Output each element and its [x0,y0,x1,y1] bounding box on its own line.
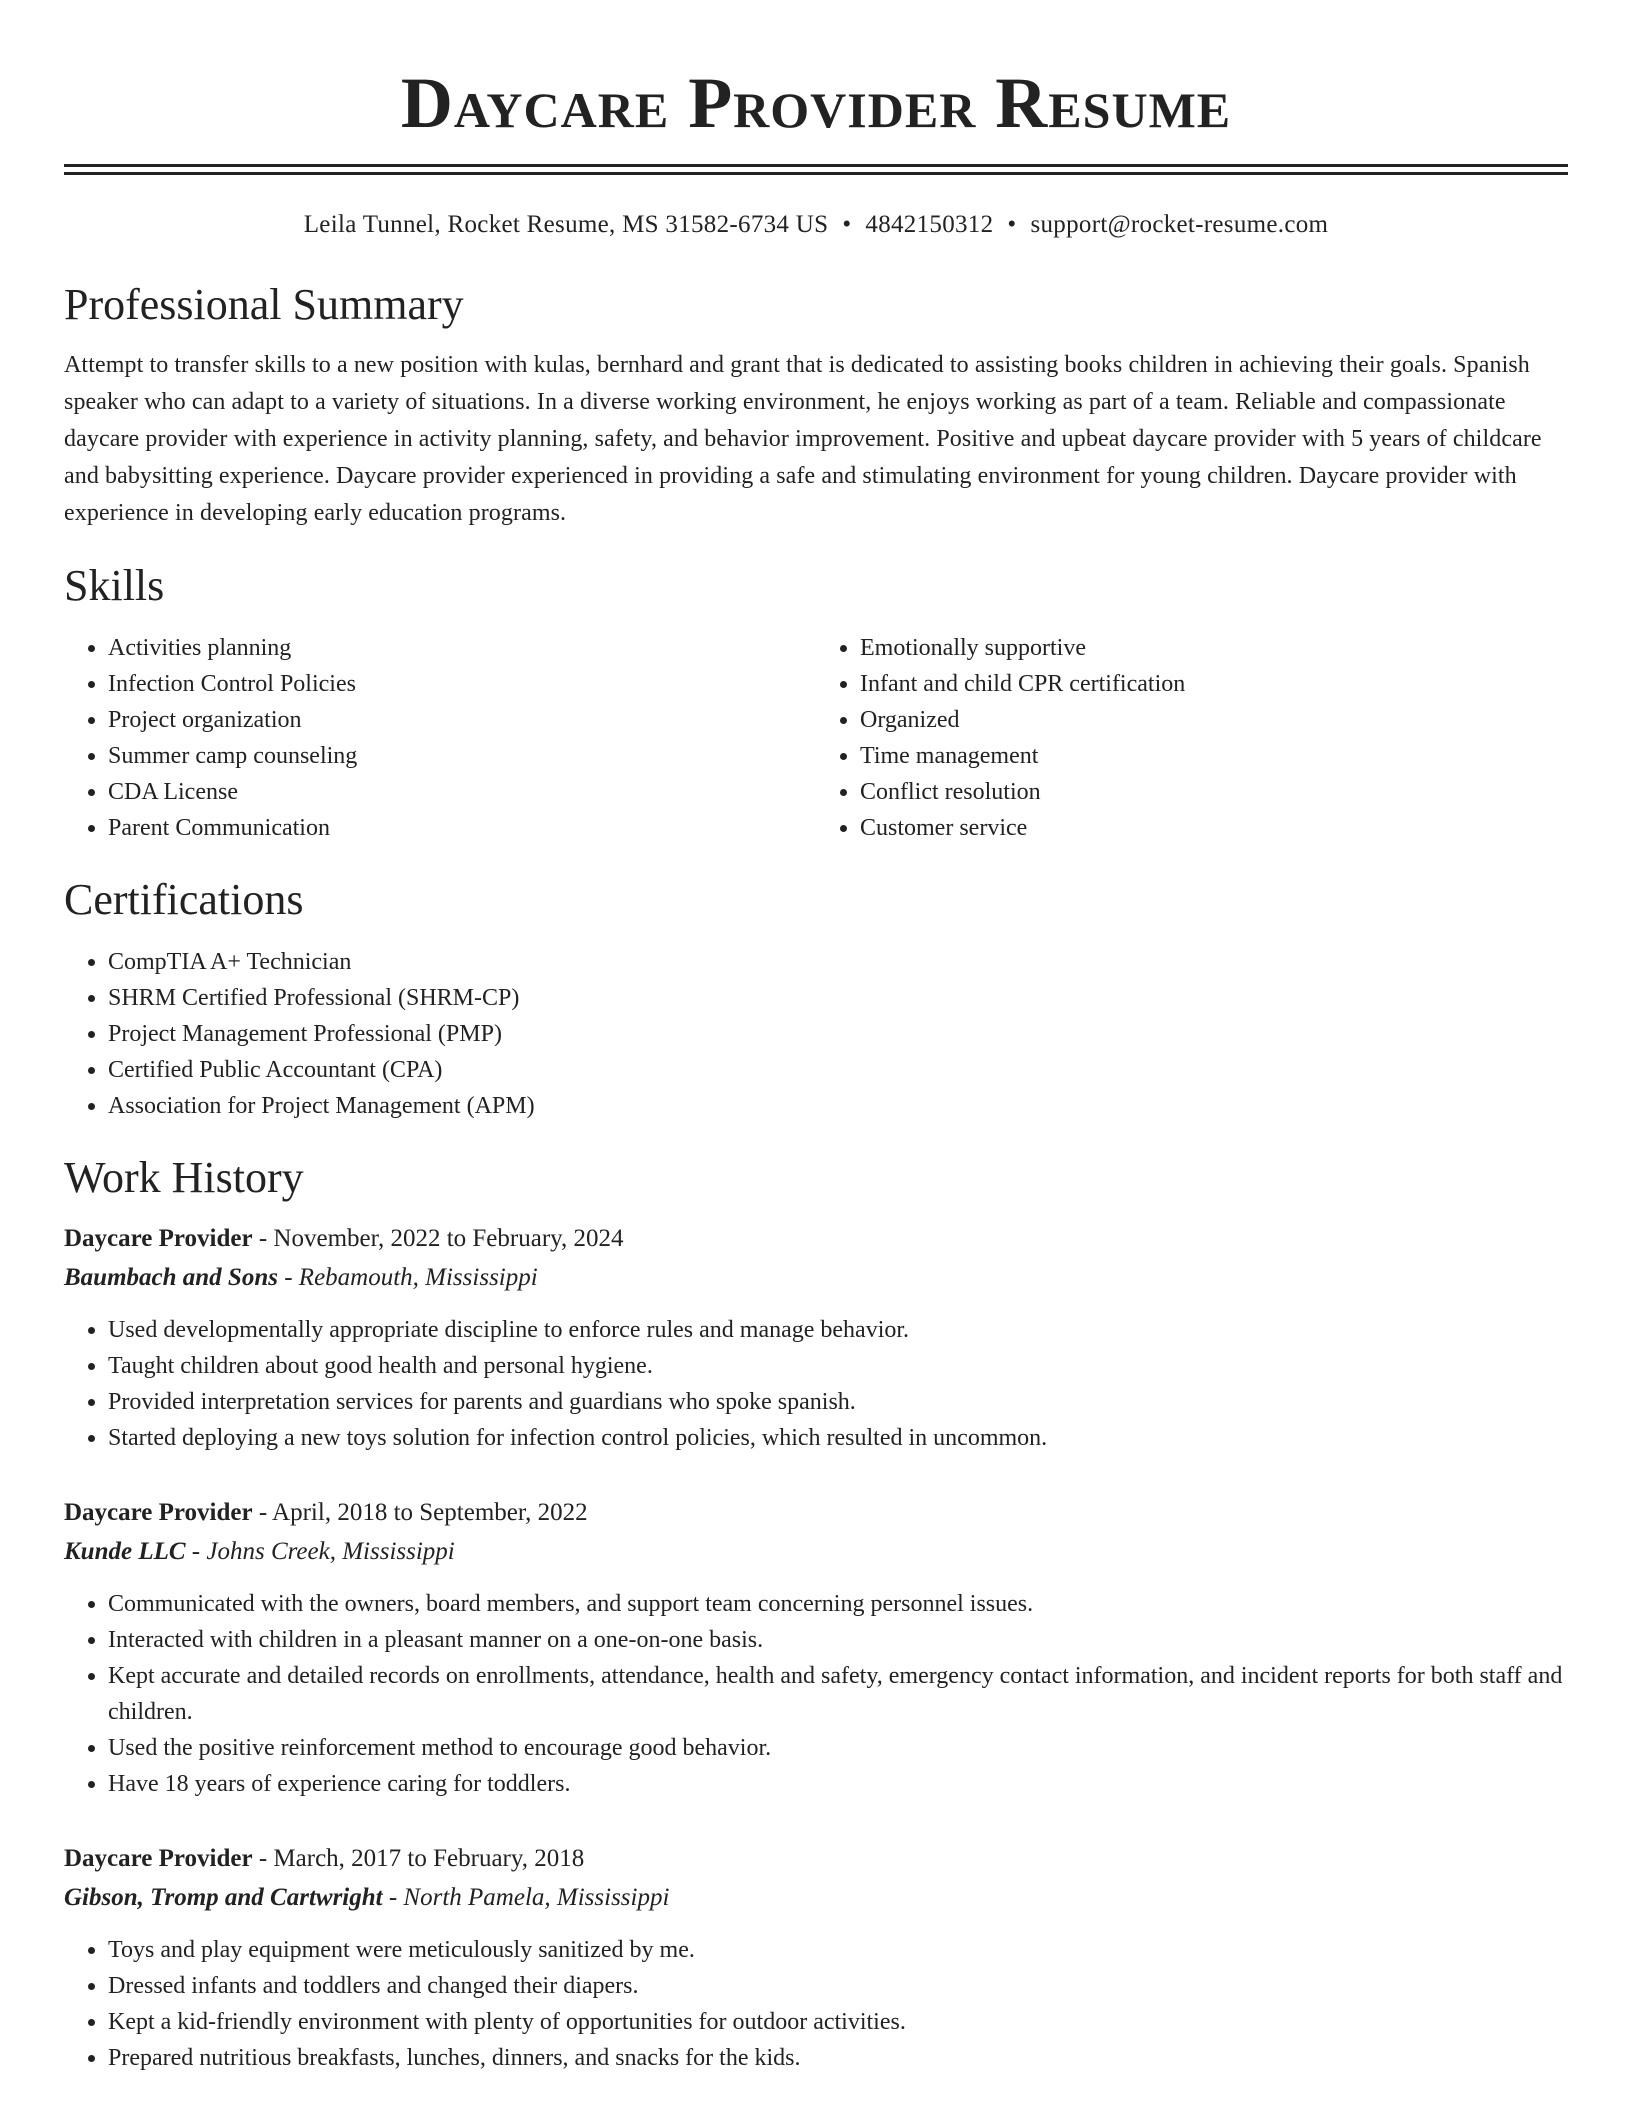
job-title: Daycare Provider [64,1845,253,1872]
job-header [64,1840,1568,1878]
job-header [64,1220,1568,1258]
section-heading-skills: Skills [64,561,165,610]
certifications-section [64,874,1568,1124]
job-duty-item: • Toys and play equipment were meticulously sanitized by me. [108,1932,1568,1968]
job-title: Daycare Provider [64,1499,253,1526]
skill-item: • Activities planning [108,630,816,666]
job-company: Baumbach and Sons [64,1264,278,1291]
job-location: - North Pamela, Mississippi [382,1884,670,1911]
skill-item: • Summer camp counseling [108,738,816,774]
job-location: - Johns Creek, Mississippi [185,1538,455,1565]
job-duty-item: • Interacted with children in a pleasant manner on a one-on-one basis. [108,1622,1568,1658]
job-duty-item: • Used the positive reinforcement method to encourage good behavior. [108,1730,1568,1766]
certification-item: • Project Management Professional (PMP) [108,1016,1568,1052]
job-duty-item: • Have 18 years of experience caring for toddlers. [108,1766,1568,1802]
job-duties-list [64,1932,1568,2076]
title-divider [64,164,1568,175]
certification-item: • Certified Public Accountant (CPA) [108,1052,1568,1088]
section-heading-summary: Professional Summary [64,280,464,329]
job-duty-item: • Dressed infants and toddlers and changed their diapers. [108,1968,1568,2004]
job-duty-item: • Taught children about good health and personal hygiene. [108,1348,1568,1384]
job-duty-item: • Communicated with the owners, board members, and support team concerning personnel issues. [108,1586,1568,1622]
skill-item: • Time management [860,738,1568,774]
skills-grid [64,630,1568,846]
skill-item: • Infection Control Policies [108,666,816,702]
job-duty-item: • Kept accurate and detailed records on enrollments, attendance, health and safety, emergency contact information, and incident reports for both staff and children. [108,1658,1568,1730]
job-duty-item: • Prepared nutritious breakfasts, lunches, dinners, and snacks for the kids. [108,2040,1568,2076]
job-duty-item: • Started deploying a new toys solution for infection control policies, which resulted in uncommon. [108,1420,1568,1456]
certifications-list [64,944,1568,1124]
section-heading-work-history: Work History [64,1153,304,1202]
contact-email[interactable]: support@rocket-resume.com [1030,211,1329,238]
job-title: Daycare Provider [64,1225,253,1252]
skill-item: • Emotionally supportive [860,630,1568,666]
job-entry [64,1494,1568,1802]
job-entry [64,1220,1568,1456]
job-duty-item: • Provided interpretation services for parents and guardians who spoke spanish. [108,1384,1568,1420]
job-employer [64,1532,1568,1572]
skill-item: • Project organization [108,702,816,738]
professional-summary-section [64,279,1568,532]
job-dates: - November, 2022 to February, 2024 [252,1225,624,1252]
job-dates: - March, 2017 to February, 2018 [252,1845,585,1872]
contact-separator: • [1007,211,1017,238]
skill-item: • Parent Communication [108,810,816,846]
resume-title: Daycare Provider Resume [400,63,1232,143]
job-duty-item: • Used developmentally appropriate discipline to enforce rules and manage behavior. [108,1312,1568,1348]
contact-line [64,209,1568,241]
contact-separator: • [842,211,852,238]
contact-address: Leila Tunnel, Rocket Resume, MS 31582-6734 US [303,211,829,238]
job-header [64,1494,1568,1532]
skills-column-right [816,630,1568,846]
job-duties-list [64,1586,1568,1802]
job-employer [64,1258,1568,1298]
job-company: Gibson, Tromp and Cartwright [64,1884,383,1911]
job-dates: - April, 2018 to September, 2022 [252,1499,588,1526]
certification-item: • SHRM Certified Professional (SHRM-CP) [108,980,1568,1016]
job-entry [64,1840,1568,2076]
summary-text: Attempt to transfer skills to a new position with kulas, bernhard and grant that is dedicated to assisting books children in achieving their goals. Spanish speaker who can adapt to a variety of situations. In a diverse working environment, he enjoys working as part of a team. Reliable and compassionate daycare provider with experience in activity planning, safety, and behavior improvement. Positive and upbeat daycare provider with 5 years of childcare and babysitting experience. Daycare provider experienced in providing a safe and stimulating environment for young children. Daycare provider with experience in developing early education programs. [64,352,1542,526]
skill-item: • Organized [860,702,1568,738]
job-duties-list [64,1312,1568,1456]
work-history-section [64,1152,1568,2076]
job-duty-item: • Kept a kid-friendly environment with plenty of opportunities for outdoor activities. [108,2004,1568,2040]
section-heading-certifications: Certifications [64,875,304,924]
skill-item: • Infant and child CPR certification [860,666,1568,702]
contact-phone[interactable]: 4842150312 [865,211,994,238]
certification-item: • Association for Project Management (APM) [108,1088,1568,1124]
skill-item: • CDA License [108,774,816,810]
job-location: - Rebamouth, Mississippi [277,1264,538,1291]
skills-section [64,560,1568,846]
skill-item: • Conflict resolution [860,774,1568,810]
job-company: Kunde LLC [64,1538,186,1565]
job-employer [64,1878,1568,1918]
skills-column-left [64,630,816,846]
skill-item: • Customer service [860,810,1568,846]
certification-item: • CompTIA A+ Technician [108,944,1568,980]
